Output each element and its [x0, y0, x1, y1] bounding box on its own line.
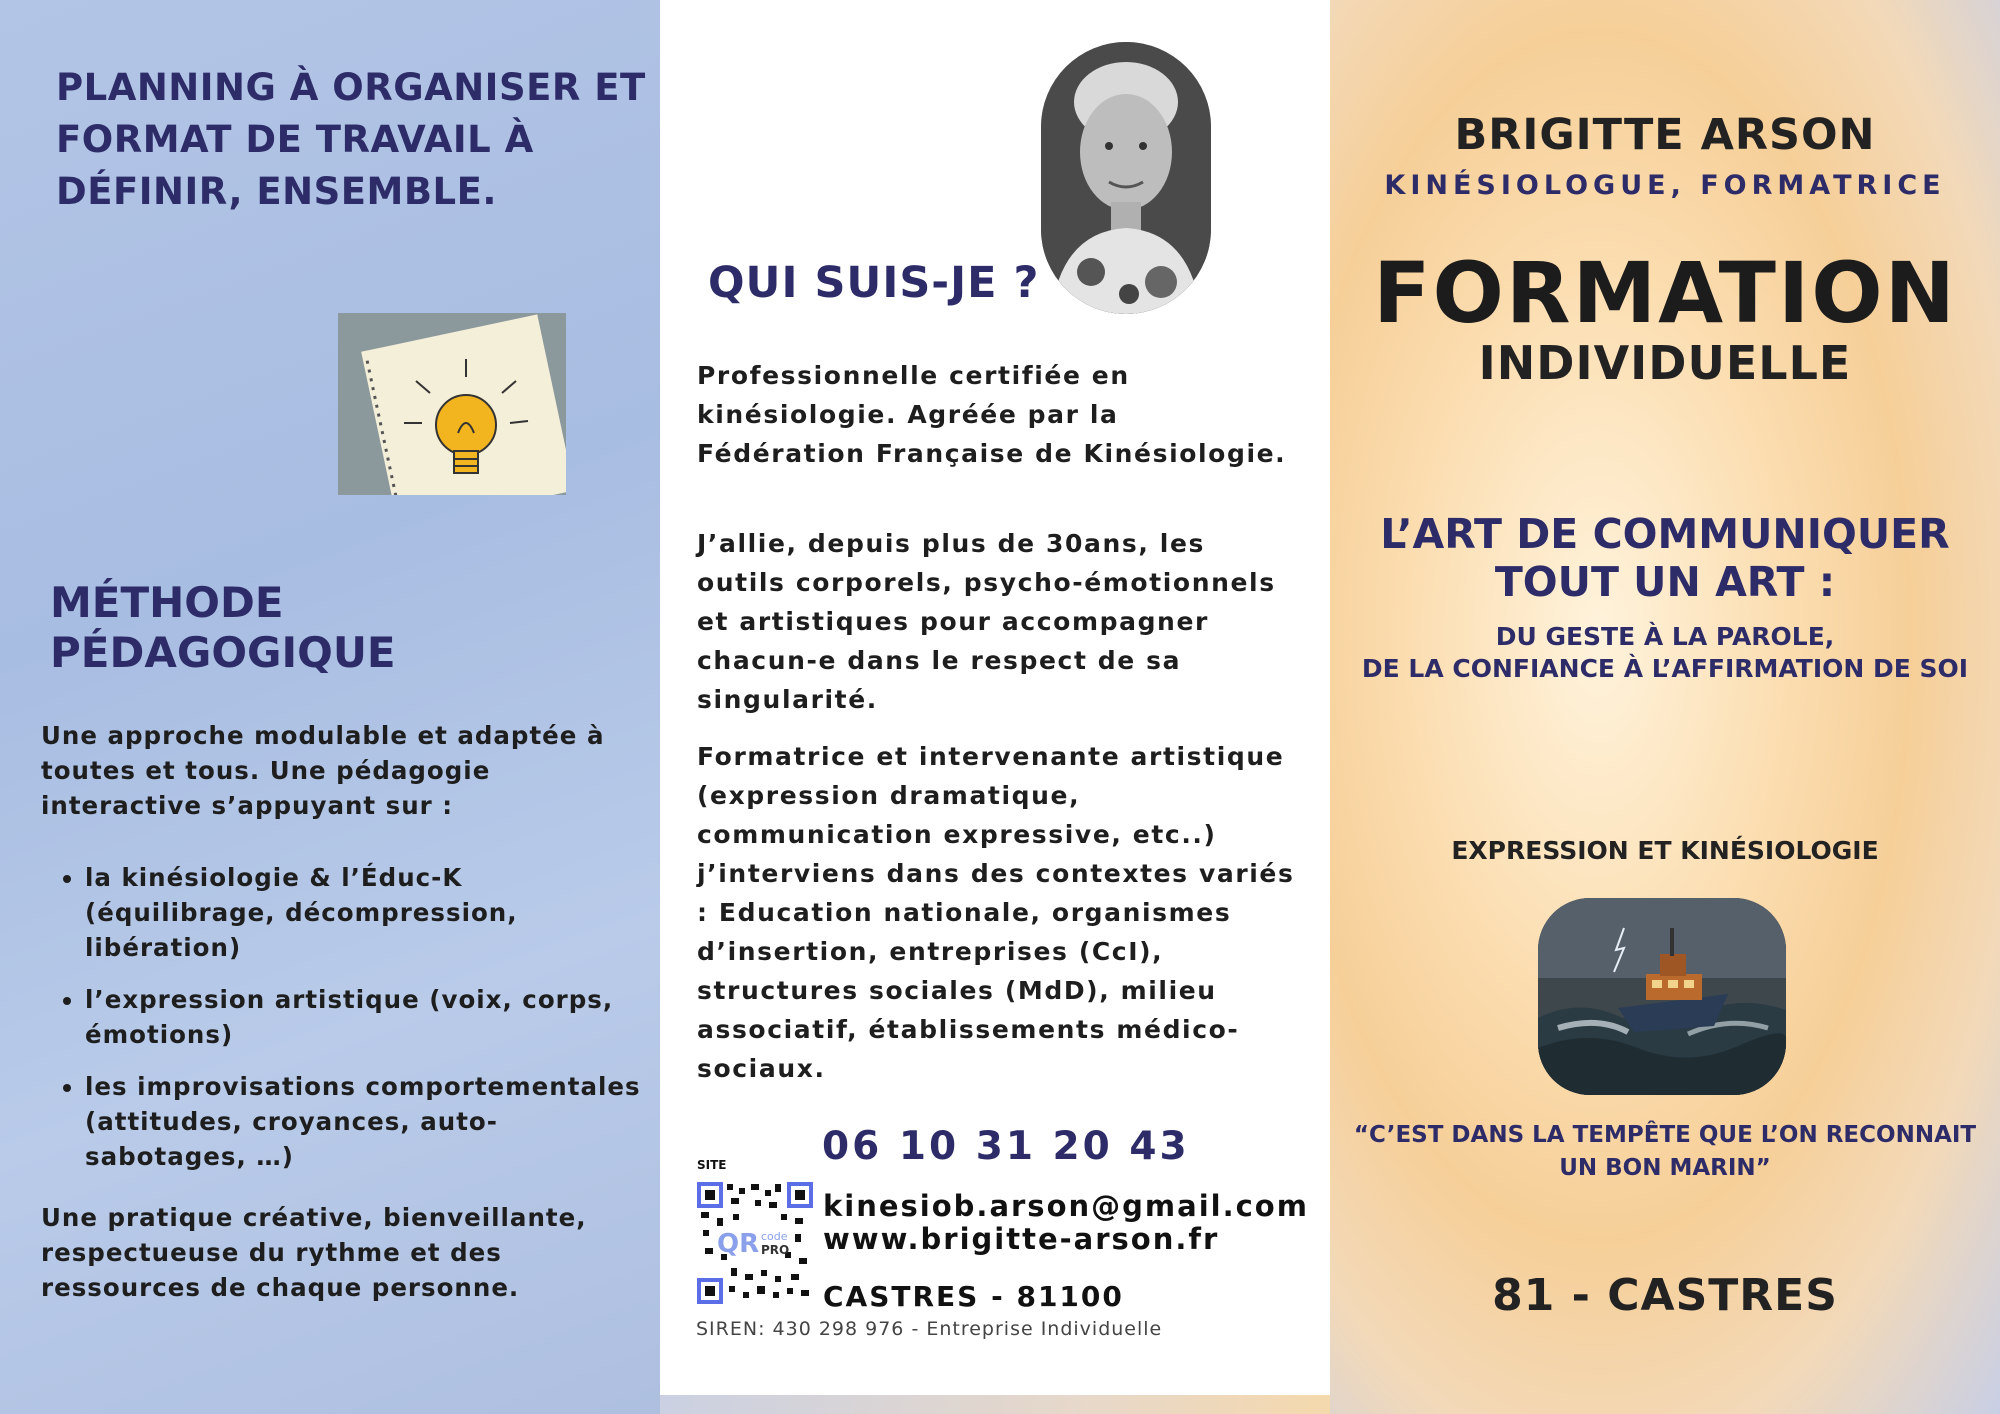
boat-icon [1538, 898, 1786, 1095]
qr-code-icon [695, 1178, 815, 1308]
bio-paragraph-3: Formatrice et intervenante artistique (expression dramatique, communication expressive, etc..) j’interviens dans des contextes variés : Education nationale, organismes d’insertion, entreprises (CcI), structures sociales (MdD), milieu associatif, établissements médico-sociaux. [697, 742, 1295, 1083]
formation-title: FORMATION [1373, 244, 1957, 342]
site-label: SITE [697, 1158, 727, 1172]
methode-title: MÉTHODE PÉDAGOGIQUE [50, 578, 396, 677]
art-subheading-line-2: DE LA CONFIANCE À L’AFFIRMATION DE SOI [1361, 654, 1969, 683]
methode-list [60, 860, 655, 1191]
right-panel [1330, 0, 2000, 1414]
methode-intro: Une approche modulable et adaptée à toutes et tous. Une pédagogie interactive s’appuyant sur : [41, 721, 605, 820]
siren-text: SIREN: 430 298 976 - Entreprise Individuelle [696, 1318, 1163, 1340]
quote-line-2: UN BON MARIN” [1559, 1155, 1771, 1181]
bio-paragraph-2: J’allie, depuis plus de 30ans, les outils corporels, psycho-émotionnels et artistiques pour accompagner chacun-e dans le respect de sa singularité. [697, 529, 1276, 714]
portrait-icon [1041, 42, 1211, 314]
list-item: • les improvisations comportementales (attitudes, croyances, auto-sabotages, …) [85, 1069, 655, 1174]
website-link[interactable]: www.brigitte-arson.fr [823, 1222, 1220, 1256]
boat-image [1538, 898, 1786, 1095]
art-heading-line-2: TOUT UN ART : [1494, 558, 1836, 606]
planning-title: PLANNING À ORGANISER ET FORMAT DE TRAVAIL À DÉFINIR, ENSEMBLE. [56, 66, 646, 213]
formation-subtitle: INDIVIDUELLE [1478, 336, 1852, 390]
person-role: KINÉSIOLOGUE, FORMATRICE [1384, 170, 1946, 201]
list-item: • la kinésiologie & l’Éduc-K (équilibrage, décompression, libération) [85, 860, 655, 965]
portrait-photo [1041, 42, 1211, 314]
svg-text:code: code [761, 1230, 788, 1243]
svg-text:PRO: PRO [761, 1243, 790, 1257]
email-link[interactable]: kinesiob.arson@gmail.com [823, 1189, 1309, 1223]
location-title: 81 - CASTRES [1492, 1270, 1838, 1321]
list-item: • l’expression artistique (voix, corps, émotions) [85, 982, 655, 1052]
lightbulb-icon [338, 313, 566, 495]
expression-label: EXPRESSION ET KINÉSIOLOGIE [1451, 836, 1879, 865]
art-heading-line-1: L’ART DE COMMUNIQUER [1380, 510, 1950, 558]
contact-city: CASTRES - 81100 [823, 1280, 1124, 1313]
person-name: BRIGITTE ARSON [1454, 110, 1876, 160]
qr-code[interactable] [695, 1178, 815, 1308]
qui-suis-je-title: QUI SUIS-JE ? [708, 258, 1040, 308]
bio-paragraph-1: Professionnelle certifiée en kinésiologie. Agréée par la Fédération Française de Kinésiologie. [697, 361, 1287, 468]
svg-text:QR: QR [717, 1229, 760, 1259]
lightbulb-image [338, 313, 566, 495]
phone-number[interactable]: 06 10 31 20 43 [822, 1124, 1190, 1169]
methode-closing: Une pratique créative, bienveillante, respectueuse du rythme et des ressources de chaque personne. [41, 1203, 587, 1302]
art-subheading-line-1: DU GESTE À LA PAROLE, [1495, 622, 1835, 651]
quote-line-1: “C’EST DANS LA TEMPÊTE QUE L’ON RECONNAIT [1353, 1122, 1977, 1148]
